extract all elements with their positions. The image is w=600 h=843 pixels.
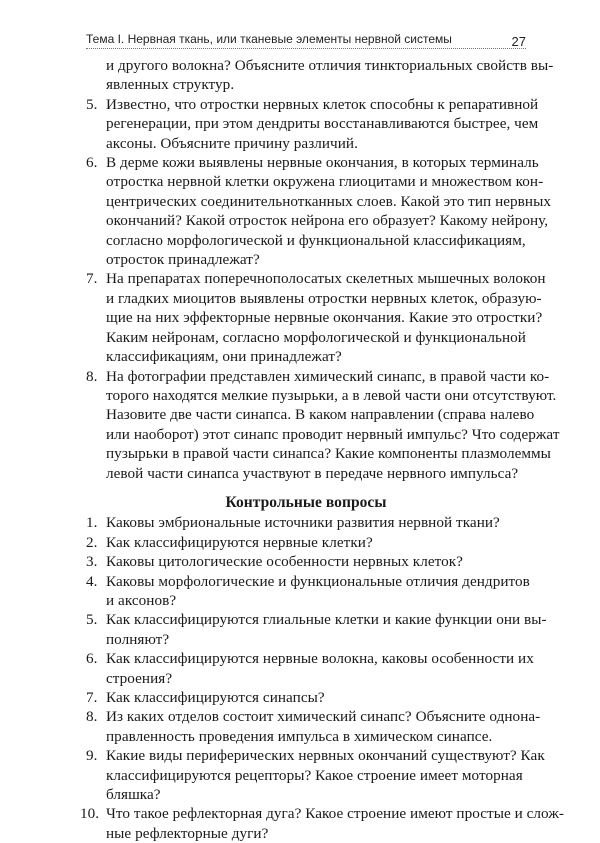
question-item-6 [86,649,534,688]
text-line: Известно, что отростки нервных клеток способны к репаративной [106,95,539,113]
text-line: центрических соединительнотканных слоев. Какой это тип нервных [106,192,551,210]
text-line: щие на них эффекторные нервные окончания. Какие это отростки? [106,309,543,327]
page-body [80,56,564,843]
text-line: Как классифицируются синапсы? [106,689,325,706]
text-line: пузырьки в правой части синапса? Какие компоненты плазмолеммы [106,445,551,463]
text-line: Каковы морфологические и функциональные отличия дендритов [106,572,530,590]
question-item-2 [86,533,526,552]
text-line: и другого волокна? Объясните отличия тинкториальных свойств вы- [106,57,554,74]
text-line: Как классифицируются нервные клетки? [106,533,373,551]
text-line: На препаратах поперечнополосатых скелетных мышечных волокон [106,270,546,288]
text-line: Каковы эмбриональные источники развития нервной ткани? [106,514,500,532]
text-line: торого находятся мелкие пузырьки, а в левой части они отсутствуют. [106,386,557,404]
text-line: Какие виды периферических нервных окончаний существуют? Как [106,747,545,765]
text-line: Как классифицируются глиальные клетки и какие функции они вы- [106,611,547,629]
text-line: строения? [106,669,173,687]
question-item-3 [86,552,526,571]
text-line: бляшка? [106,786,161,804]
task-number: 5. [86,95,98,113]
text-line: отростка нервной клетки окружена глиоцитами и множеством кон- [106,173,544,191]
text-line: Из каких отделов состоит химический синапс? Объясните однона- [106,708,541,726]
header-divider [86,48,526,49]
text-line: аксоны. Объясните причину различий. [106,134,358,152]
question-item-1 [86,513,526,532]
question-item-8 [86,707,541,746]
text-line: классификациям, они принадлежат? [106,348,342,366]
question-item-4 [86,572,530,611]
text-line: регенерации, при этом дендриты восстанавливаются быстрее, чем [106,115,539,133]
task-list [86,95,560,483]
text-line: отросток принадлежат? [106,251,260,269]
question-number: 4. [86,572,98,590]
task-item-7 [86,269,546,366]
question-number: 5. [86,611,98,629]
text-line: окончаний? Какой отросток нейрона его образует? Какому нейрону, [106,212,549,230]
text-line: и гладких миоцитов выявлены отростки нервных клеток, образую- [106,289,542,307]
question-number: 10. [80,805,100,823]
task-number: 7. [86,270,98,288]
text-line: ные рефлекторные дуги? [106,824,269,842]
text-line: Что такое рефлекторная дуга? Какое строение имеют простые и слож- [106,805,564,823]
text-line: В дерме кожи выявлены нервные окончания, в которых терминаль [106,154,539,172]
text-line: явленных структур. [106,76,235,94]
question-item-5 [86,610,547,649]
text-line: правленность проведения импульса в химическом синапсе. [106,727,493,745]
text-line: классифицируются рецепторы? Какое строение имеет моторная [106,766,523,784]
text-line: На фотографии представлен химический синапс, в правой части ко- [106,367,550,385]
task-4-continuation [86,56,554,95]
text-line: и аксонов? [106,591,177,609]
question-item-9 [86,746,545,804]
text-line: Назовите две части синапса. В каком направлении (справа налево [106,406,535,424]
text-line: полняют? [106,630,170,648]
task-number: 8. [86,367,98,385]
task-item-8 [86,367,560,483]
question-item-10 [80,804,564,843]
text-line: согласно морфологической и функциональной классификациям, [106,231,526,249]
question-number: 3. [86,553,98,571]
section-heading: Контрольные вопросы [225,493,387,511]
question-number: 1. [86,514,98,532]
task-item-6 [86,153,551,269]
question-number: 2. [86,533,98,551]
text-line: Каким нейронам, согласно морфологической и функциональной [106,328,526,346]
question-item-7 [86,688,526,707]
text-line: Каковы цитологические особенности нервных клеток? [106,553,463,571]
running-header-title: Тема I. Нервная ткань, или тканевые элементы нервной системы [86,32,452,46]
page-number: 27 [511,34,526,49]
question-number: 7. [86,689,98,706]
question-number: 8. [86,708,98,726]
task-item-5 [86,95,539,153]
question-number: 6. [86,650,98,668]
text-line: или наоборот) этот синапс проводит нервный импульс? Что содержат [106,425,560,443]
text-line: Как классифицируются нервные волокна, каковы особенности их [106,650,534,668]
question-number: 9. [86,747,98,765]
task-number: 6. [86,154,98,172]
control-questions-list [80,513,564,843]
text-line: левой части синапса участвуют в передаче нервного импульса? [106,464,519,482]
